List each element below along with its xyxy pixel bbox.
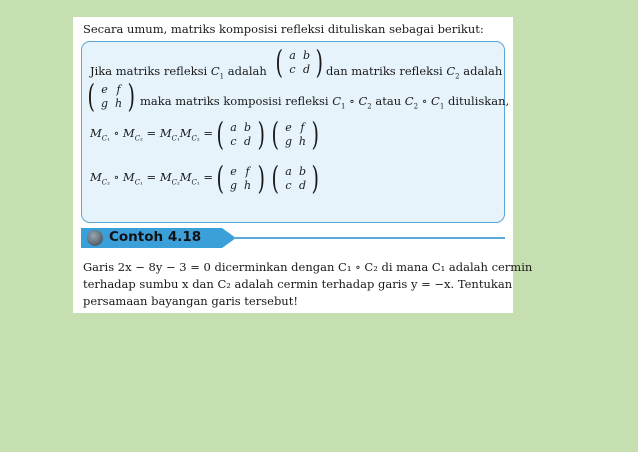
eq2-matrix-a-entry-2: g (229, 178, 238, 192)
eq1-matrix-b-entry-0: e (285, 120, 292, 134)
text-jika-matriks: Jika matriks refleksi (90, 64, 208, 78)
matrix-c2-entry-0: e (101, 82, 108, 96)
eq2-matrix-b-entry-3: d (298, 178, 306, 192)
equation-2: $M_{C_2}$ ∘ $M_{C_1} = M_{C_2}M_{C_1}$ = ( e f g h ) ( a b c d ) (90, 162, 323, 194)
example-title: Contoh 4.18 (109, 229, 202, 245)
var-c2: C (446, 64, 456, 78)
eq1-matrix-a: ( a b c d ) (216, 115, 265, 153)
text-dituliskan: dituliskan, (447, 94, 510, 108)
example-line-2: terhadap sumbu x dan C₂ adalah cermin terhadap garis y = −x. Tentukan (83, 277, 513, 291)
definition-line-1: Jika matriks refleksi $C_1$ adalah (90, 64, 267, 81)
eq1-matrix-b-entry-3: h (298, 134, 307, 148)
definition-line-2: maka matriks komposisi refleksi $C_1$ ∘ $C_2$ atau $C_2$ ∘ $C_1$ dituliskan, (140, 94, 510, 111)
example-divider-line (233, 237, 505, 239)
matrix-c1-entry-3: d (302, 62, 310, 76)
matrix-c2-entry-2: g (100, 96, 108, 110)
eq1-matrix-a-entry-0: a (230, 120, 237, 134)
eq2-matrix-a-entry-3: h (243, 178, 252, 192)
eq2-matrix-b: ( a b c d ) (271, 159, 320, 197)
eq2-matrix-b-entry-2: c (285, 178, 292, 192)
eq2-matrix-b-entry-1: b (298, 164, 306, 178)
example-line-1: Garis 2x − 8y − 3 = 0 dicerminkan dengan C₁ ∘ C₂ di mana C₁ adalah cermin (83, 260, 533, 274)
eq2-matrix-a: ( e f g h ) (216, 159, 265, 197)
matrix-c2-entry-3: h (114, 96, 123, 110)
grey-sphere-icon (87, 230, 103, 246)
eq1-matrix-b-entry-2: g (284, 134, 292, 148)
eq1-matrix-a-entry-2: c (230, 134, 237, 148)
definition-box (81, 41, 510, 223)
matrix-c1-entry-2: c (289, 62, 296, 76)
matrix-c2: ( e f g h ) (87, 77, 136, 115)
eq2-matrix-a-entry-1: f (245, 164, 250, 178)
eq2-matrix-a-entry-0: e (230, 164, 237, 178)
eq1-matrix-a-entry-1: b (243, 120, 252, 134)
text-adalah-2: adalah (463, 64, 503, 78)
matrix-c2-entry-1: f (116, 82, 121, 96)
matrix-c1-entry-1: b (302, 48, 310, 62)
text-atau: atau (375, 94, 402, 108)
document-page (73, 17, 533, 313)
definition-line-1-right: dan matriks refleksi $C_2$ adalah (326, 64, 503, 81)
equation-1: $M_{C_1}$ ∘ $M_{C_2} = M_{C_1}M_{C_2}$ = ( a b c d ) ( e f g h ) (90, 118, 323, 150)
eq2-matrix-b-entry-0: a (285, 164, 292, 178)
eq1-matrix-b-entry-1: f (300, 120, 305, 134)
matrix-c1: ( a b c d ) (275, 43, 324, 81)
var-c1: C (210, 64, 220, 78)
intro-text: Secara umum, matriks komposisi refleksi dituliskan sebagai berikut: (83, 22, 484, 36)
example-line-3: persamaan bayangan garis tersebut! (83, 294, 298, 308)
text-dan-matriks: dan matriks refleksi (326, 64, 443, 78)
text-maka-matriks: maka matriks komposisi refleksi (140, 94, 329, 108)
text-adalah: adalah (227, 64, 267, 78)
eq1-matrix-a-entry-3: d (243, 134, 252, 148)
eq1-matrix-b: ( e f g h ) (271, 115, 320, 153)
matrix-c1-entry-0: a (289, 48, 296, 62)
